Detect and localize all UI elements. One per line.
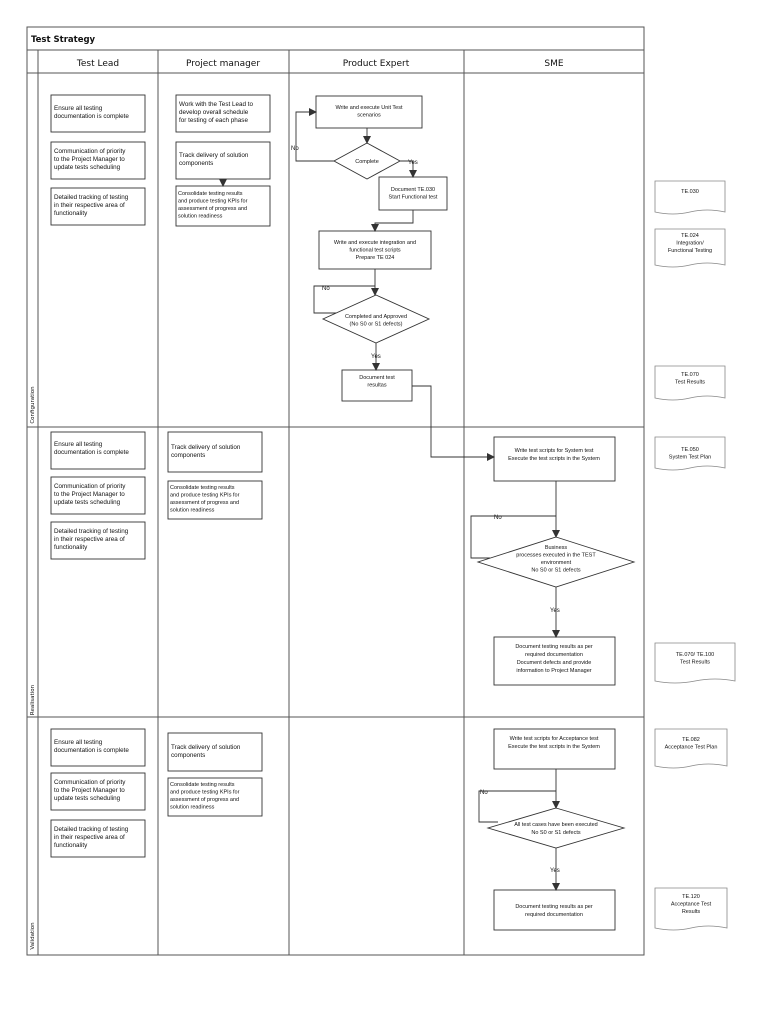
tl-tracking-text-real: Detailed tracking of testing in their respective area of functionality [54, 528, 129, 551]
doc-te070-text: TE.070 Test Results [675, 372, 705, 386]
label-yes-complete: Yes [408, 160, 418, 166]
pe-doc-results-text: Document test resultas [359, 375, 395, 389]
pm-track-text-val: Track delivery of solution components [171, 744, 241, 759]
pm-consolidate-text-real: Consolidate testing results and produce testing KPIs for assessment of progress and solution readiness [170, 485, 240, 514]
column-header-product-expert: Product Expert [342, 59, 410, 69]
label-no-complete: No [291, 146, 299, 152]
label-yes-approved: Yes [371, 354, 381, 360]
column-header-project-manager: Project manager [185, 59, 261, 69]
label-yes-all-cases: Yes [550, 868, 560, 874]
doc-te070-te100-text: TE.070/ TE.100 Test Results [675, 652, 715, 666]
tl-communication-text-real: Communication of priority to the Project Manager to update tests scheduling [54, 483, 126, 506]
label-yes-business: Yes [550, 608, 560, 614]
pe-doc-te030-text: Document TE.030 Start Functional test [388, 187, 438, 201]
diagram-title: Test Strategy [31, 35, 96, 45]
pm-consolidate-text-val: Consolidate testing results and produce testing KPIs for assessment of progress and solution readiness [170, 782, 240, 811]
pe-doc-te030-box [379, 177, 447, 210]
tl-tracking-text-config: Detailed tracking of testing in their respective area of functionality [54, 194, 129, 217]
phase-label-realisation: Realisation [30, 684, 36, 716]
doc-te030 [655, 181, 725, 214]
phase-label-configuration: Configuration [30, 386, 36, 424]
label-no-business: No [494, 515, 502, 521]
column-header-sme: SME [544, 59, 564, 69]
doc-te030-text: TE.030 [681, 189, 699, 195]
doc-te120-text: TE.120 Acceptance Test Results [670, 894, 712, 915]
pe-integration-text: Write and execute integration and functional test scripts Prepare TE 024 [333, 240, 417, 261]
tl-communication-text-config: Communication of priority to the Project Manager to update tests scheduling [54, 148, 126, 171]
sme-all-cases-decision [488, 808, 624, 848]
sme-business-text: Business processes executed in the TEST environment No S0 or S1 defects [516, 545, 596, 574]
pe-complete-text: Complete [355, 159, 379, 165]
tl-ensure-text-real: Ensure all testing documentation is complete [54, 441, 129, 456]
tl-ensure-text-val: Ensure all testing documentation is complete [54, 739, 129, 754]
phase-label-validation: Validation [30, 922, 36, 950]
pm-track-text-real: Track delivery of solution components [171, 444, 241, 459]
pe-unit-test-text: Write and execute Unit Test scenarios [335, 105, 403, 119]
doc-te082-text: TE.082 Acceptance Test Plan [664, 737, 718, 751]
connector-te030-to-integration [375, 210, 413, 231]
sme-doc-required-box [494, 890, 615, 930]
pe-completed-approved-text: Completed and Approved (No S0 or S1 defects) [344, 314, 408, 328]
tl-communication-text-val: Communication of priority to the Project Manager to update tests scheduling [54, 779, 126, 802]
sme-system-test-text: Write test scripts for System test Execute the test scripts in the System [508, 448, 600, 462]
sme-doc-testing-text: Document testing results as per required documentation Document defects and provide information to Project Manager [515, 644, 593, 674]
connector-results-to-system-test [412, 386, 494, 457]
pm-work-with-text: Work with the Test Lead to develop overall schedule for testing of each phase [179, 101, 253, 124]
pm-consolidate-text-config: Consolidate testing results and produce testing KPIs for assessment of progress and solution readiness [178, 191, 248, 220]
label-no-approved: No [322, 286, 330, 292]
sme-all-cases-text: All test cases have been executed No S0 or S1 defects [514, 822, 598, 836]
tl-tracking-text-val: Detailed tracking of testing in their respective area of functionality [54, 826, 129, 849]
tl-ensure-text-config: Ensure all testing documentation is complete [54, 105, 129, 120]
doc-te024-text: TE.024 Integration/ Functional Testing [667, 233, 713, 254]
sme-doc-required-text: Document testing results as per required documentation [515, 904, 593, 918]
sme-acceptance-test-text: Write test scripts for Acceptance test Execute the test scripts in the System [508, 736, 600, 750]
doc-te050-text: TE.050 System Test Plan [668, 447, 712, 461]
pm-track-text-config: Track delivery of solution components [179, 152, 249, 167]
doc-te050 [655, 437, 725, 470]
label-no-all-cases: No [480, 790, 488, 796]
column-header-test-lead: Test Lead [76, 59, 120, 69]
